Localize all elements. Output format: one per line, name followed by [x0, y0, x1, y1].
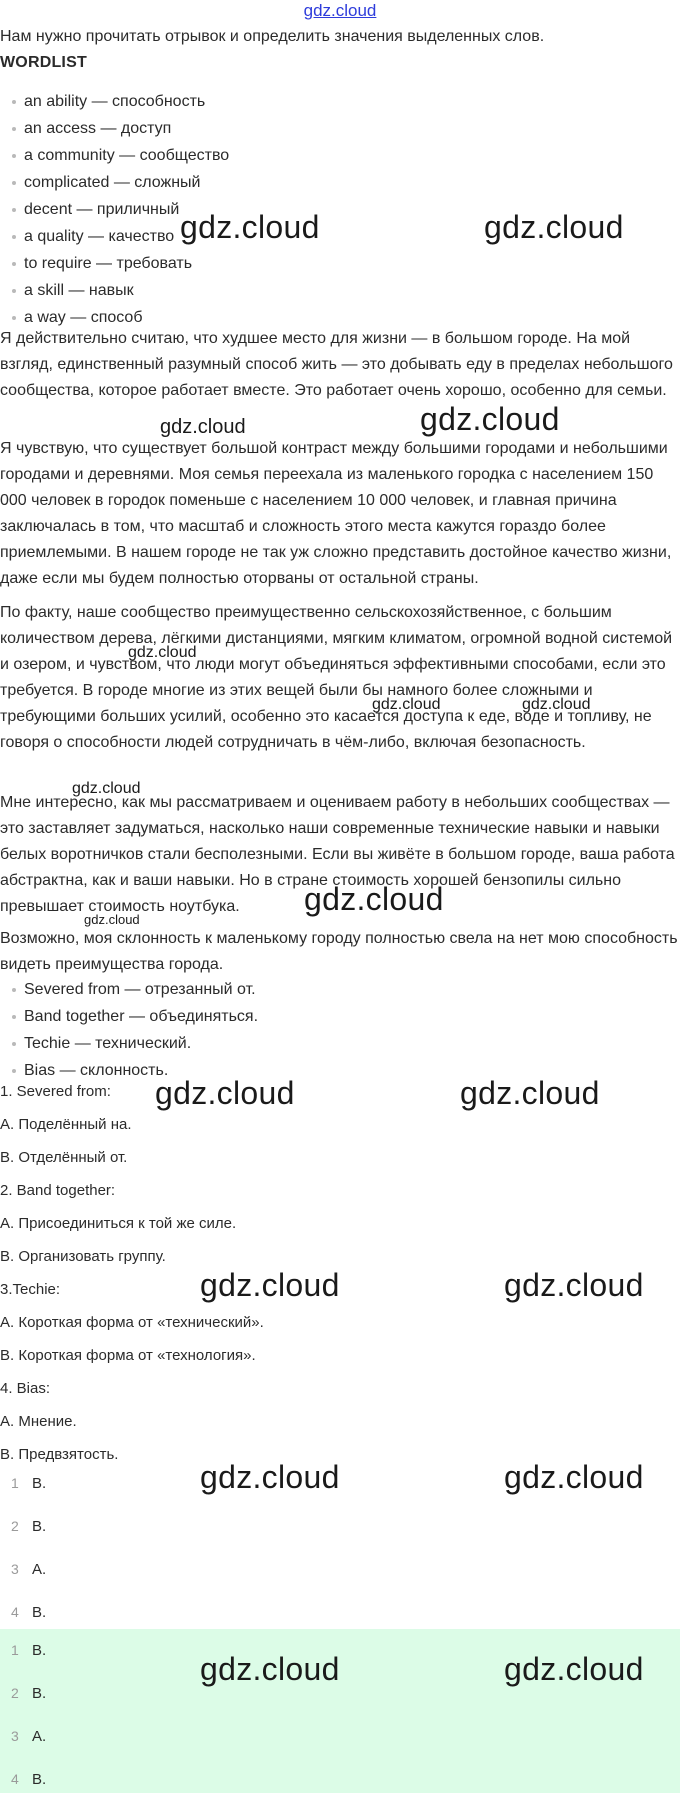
question-option: A. Короткая форма от «технический». — [0, 1314, 264, 1331]
question-title: 1. Severed from: — [0, 1083, 111, 1100]
watermark: gdz.cloud — [504, 1459, 644, 1495]
answer-value: A. — [32, 1561, 47, 1578]
wordlist-item: a skill — навык — [12, 277, 229, 304]
question-title: 3.Techie: — [0, 1281, 61, 1298]
answer-value: B. — [32, 1518, 47, 1535]
watermark: gdz.cloud — [160, 416, 246, 438]
watermark: gdz.cloud — [460, 1075, 600, 1111]
answer-row — [0, 1629, 680, 1672]
question-option: B. Короткая форма от «технология». — [0, 1347, 256, 1364]
paragraph: По факту, наше сообщество преимущественно сельскохозяйственное, с большим количеством дерева, лёгкими дистанциями, мягким климатом, огромной водной системой и озером, и чувством, что люди могут объединяться эффективными способами, если это требуется. В городе многие из этих вещей были бы намного более сложными и требующими больших усилий, особенно это касается доступа к еде, воде и топливу, не говоря о способности людей сотрудничать в чём-либо, включая безопасность. — [0, 604, 673, 751]
glossary-item: Bias — склонность. — [12, 1057, 258, 1084]
answer-number: 4 — [11, 1604, 19, 1620]
wordlist-item: a way — способ — [12, 304, 229, 331]
answer-row — [0, 1758, 680, 1801]
watermark: gdz.cloud — [200, 1459, 340, 1495]
answer-number: 2 — [11, 1518, 19, 1534]
question-title: 2. Band together: — [0, 1182, 116, 1199]
answer-row — [0, 1715, 680, 1758]
answer-number: 3 — [11, 1561, 19, 1577]
question-option: A. Поделённый на. — [0, 1116, 132, 1133]
answer-row — [0, 1548, 680, 1591]
answer-row — [0, 1459, 680, 1505]
question-title: 4. Bias: — [0, 1380, 51, 1397]
wordlist-item: complicated — сложный — [12, 169, 229, 196]
wordlist-item: a quality — качество — [12, 223, 229, 250]
paragraph: Мне интересно, как мы рассматриваем и оцениваем работу в небольших сообществах — это заставляет задуматься, насколько наши современные технические навыки и навыки белых воротничков стали бесполезными. Если вы живёте в большом городе, ваша работа абстрактна, как и ваши навыки. Но в стране стоимость хорошей бензопилы сильно превышает стоимость ноутбука. — [0, 794, 675, 915]
watermark: gdz.cloud — [522, 696, 591, 713]
answer-row — [0, 1672, 680, 1715]
answer-number: 3 — [11, 1728, 19, 1744]
paragraph: Я действительно считаю, что худшее место для жизни — в большом городе. На мой взгляд, единственный разумный способ жить — это добывать еду в пределах небольшого сообщества, которое работает вместе. Это работает очень хорошо, особенно для семьи. — [0, 330, 673, 399]
answers-final-list — [0, 1629, 680, 1793]
answer-row — [0, 1505, 680, 1548]
watermark: gdz.cloud — [72, 780, 141, 797]
paragraph: Я чувствую, что существует большой контраст между большими городами и небольшими городами и деревнями. Моя семья переехала из маленького городка с населением 150 000 человек в городок поменьше с населением 10 000 человек, и главная причина заключалась в том, что масштаб и сложность этого места кажутся гораздо более приемлемыми. В нашем городе не так уж сложно представить достойное качество жизни, даже если мы будем полностью оторваны от остальной страны. — [0, 440, 672, 587]
glossary-list — [12, 976, 258, 1084]
watermark: gdz.cloud — [200, 1267, 340, 1303]
question-option: A. Мнение. — [0, 1413, 77, 1430]
glossary-item: Band together — объединяться. — [12, 1003, 258, 1030]
answer-number: 2 — [11, 1685, 19, 1701]
wordlist-item: to require — требовать — [12, 250, 229, 277]
watermark: gdz.cloud — [155, 1075, 295, 1111]
answers-list — [0, 1459, 680, 1634]
answer-number: 1 — [11, 1642, 19, 1658]
watermark: gdz.cloud — [420, 401, 560, 437]
watermark: gdz.cloud — [304, 881, 444, 917]
paragraph: Возможно, моя склонность к маленькому городу полностью свела на нет мою способность видеть преимущества города. — [0, 930, 678, 973]
watermark: gdz.cloud — [128, 644, 197, 661]
site-link[interactable]: gdz.cloud — [303, 1, 377, 20]
question-option: A. Присоединиться к той же силе. — [0, 1215, 237, 1232]
watermark: gdz.cloud — [504, 1651, 644, 1687]
wordlist-item: a community — сообщество — [12, 142, 229, 169]
glossary-item: Techie — технический. — [12, 1030, 258, 1057]
wordlist-title: WORDLIST — [0, 54, 87, 71]
watermark: gdz.cloud — [200, 1651, 340, 1687]
answer-row — [0, 1591, 680, 1634]
wordlist — [12, 88, 229, 331]
watermark: gdz.cloud — [180, 209, 320, 245]
answer-value: A. — [32, 1728, 47, 1745]
question-option: B. Предвзятость. — [0, 1446, 119, 1463]
answer-number: 1 — [11, 1475, 19, 1491]
question-option: B. Организовать группу. — [0, 1248, 166, 1265]
answer-number: 4 — [11, 1771, 19, 1787]
answer-value: B. — [32, 1685, 47, 1702]
wordlist-item: an ability — способность — [12, 88, 229, 115]
question-option: B. Отделённый от. — [0, 1149, 128, 1166]
watermark: gdz.cloud — [484, 209, 624, 245]
answer-value: B. — [32, 1475, 47, 1492]
answer-value: B. — [32, 1642, 47, 1659]
watermark: gdz.cloud — [504, 1267, 644, 1303]
wordlist-item: an access — доступ — [12, 115, 229, 142]
intro-text: Нам нужно прочитать отрывок и определить значения выделенных слов. — [0, 28, 545, 45]
watermark: gdz.cloud — [84, 912, 140, 927]
watermark: gdz.cloud — [372, 696, 441, 713]
answer-value: B. — [32, 1604, 47, 1621]
answer-value: B. — [32, 1771, 47, 1788]
wordlist-item: decent — приличный — [12, 196, 229, 223]
glossary-item: Severed from — отрезанный от. — [12, 976, 258, 1003]
